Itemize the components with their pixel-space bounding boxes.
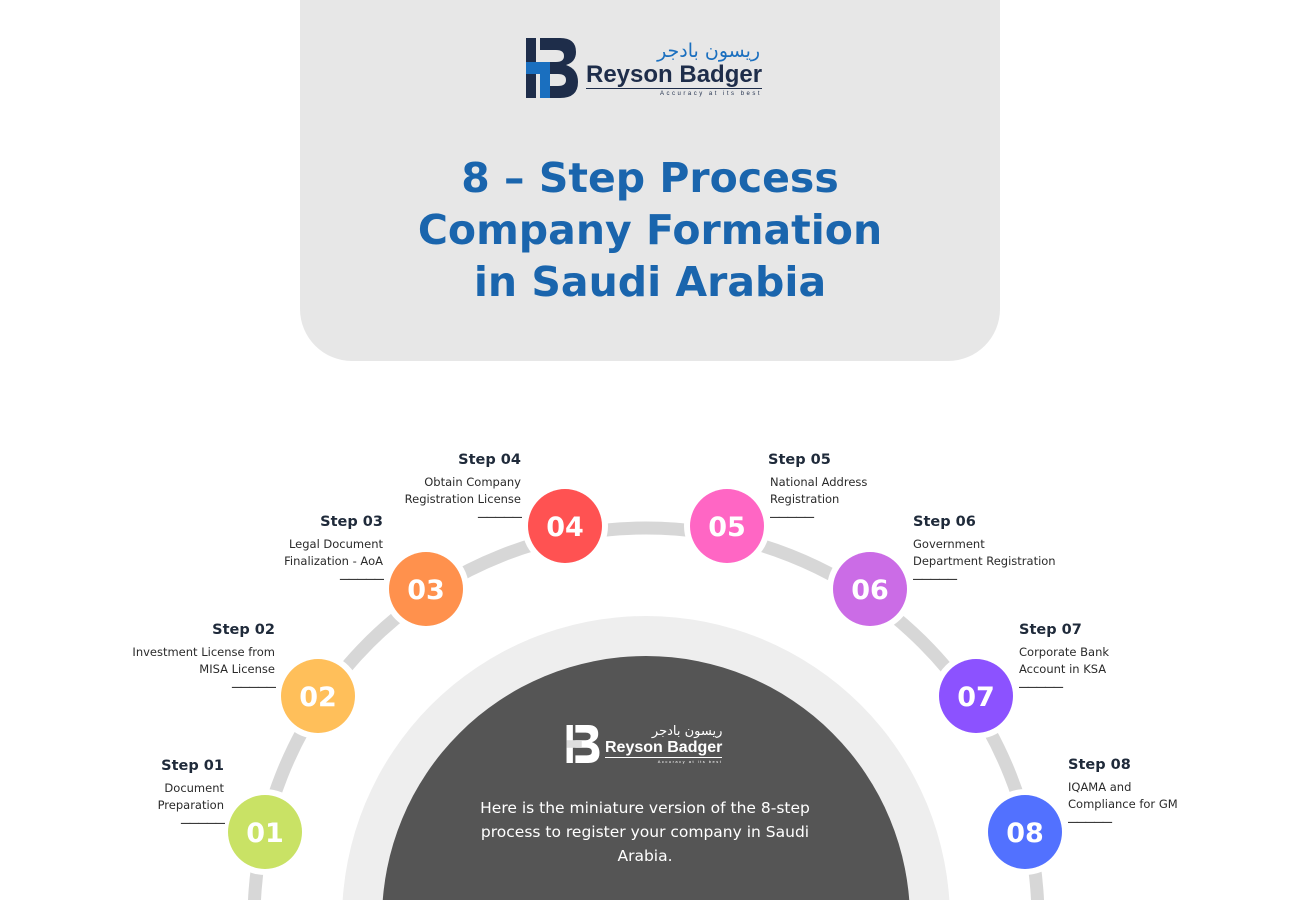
- brand-name: Reyson Badger: [586, 60, 763, 88]
- step-04-dashes: –––––: [477, 507, 521, 526]
- step-02-desc-line-2: MISA License: [199, 662, 275, 676]
- step-06-desc-line-2: Department Registration: [913, 554, 1056, 568]
- step-03-desc-line-1: Legal Document: [288, 537, 383, 551]
- step-08-label: [1068, 756, 1300, 829]
- step-05-number: 05: [708, 512, 746, 543]
- step-05-desc-line-2: Registration: [770, 492, 840, 506]
- step-01-title: Step 01: [161, 758, 224, 774]
- step-08-dashes: –––––: [1068, 812, 1112, 831]
- step-07-desc-line-1: Corporate Bank: [1019, 645, 1110, 659]
- step-06-dashes: –––––: [913, 569, 957, 588]
- title-line-3: in Saudi Arabia: [473, 258, 827, 306]
- step-01-desc-line-2: Preparation: [157, 798, 224, 812]
- step-05-title: Step 05: [768, 452, 831, 468]
- reyson-badger-logo-white-icon: [566, 725, 600, 763]
- brand-arabic-name: ريسون بادجر: [657, 39, 761, 62]
- step-08-desc-line-2: Compliance for GM: [1068, 797, 1178, 811]
- step-04-label: [281, 451, 521, 524]
- step-04-title: Step 04: [458, 452, 521, 468]
- center-brand-name: Reyson Badger: [605, 739, 723, 756]
- step-04-desc-line-1: Obtain Company: [424, 475, 521, 489]
- step-06-desc-line-1: Government: [913, 537, 985, 551]
- step-03-dashes: –––––: [339, 569, 383, 588]
- brand-tagline: Accuracy at its best: [586, 88, 762, 97]
- center-description: Here is the miniature version of the 8-step process to register your company in Saudi Arabia.: [480, 799, 810, 865]
- step-02-title: Step 02: [212, 622, 275, 638]
- step-01-desc-line-1: Document: [164, 781, 224, 795]
- step-06-title: Step 06: [913, 514, 976, 530]
- step-03-desc-line-2: Finalization - AoA: [284, 554, 383, 568]
- step-07-title: Step 07: [1019, 622, 1082, 638]
- step-02-number: 02: [299, 682, 337, 713]
- step-01-label: [0, 757, 224, 830]
- step-02-dashes: –––––: [231, 677, 275, 696]
- step-02-desc-line-1: Investment License from: [132, 645, 275, 659]
- step-04-number: 04: [546, 512, 584, 543]
- step-07-label: [1019, 621, 1259, 694]
- center-brand-arabic-name: ريسون بادجر: [651, 724, 723, 739]
- step-07-number: 07: [957, 682, 995, 713]
- step-05-desc-line-1: National Address: [770, 475, 868, 489]
- step-07-dashes: –––––: [1019, 677, 1063, 696]
- step-06-label: [913, 513, 1153, 586]
- step-01-dashes: –––––: [180, 813, 224, 832]
- step-01-number: 01: [246, 818, 284, 849]
- step-08-number: 08: [1006, 818, 1044, 849]
- step-02-label: [35, 621, 275, 694]
- step-08-title: Step 08: [1068, 757, 1131, 773]
- step-07-desc-line-2: Account in KSA: [1019, 662, 1107, 676]
- step-06-number: 06: [851, 575, 889, 606]
- center-brand-tagline: Accuracy at its best: [605, 757, 722, 764]
- step-04-desc-line-2: Registration License: [404, 492, 521, 506]
- step-05-dashes: –––––: [770, 507, 814, 526]
- step-08-desc-line-1: IQAMA and: [1068, 780, 1132, 794]
- step-03-title: Step 03: [320, 514, 383, 530]
- step-03-number: 03: [407, 575, 445, 606]
- title-line-2: Company Formation: [417, 206, 883, 254]
- title-line-1: 8 – Step Process: [461, 154, 839, 202]
- center-brand-logo: [566, 724, 722, 764]
